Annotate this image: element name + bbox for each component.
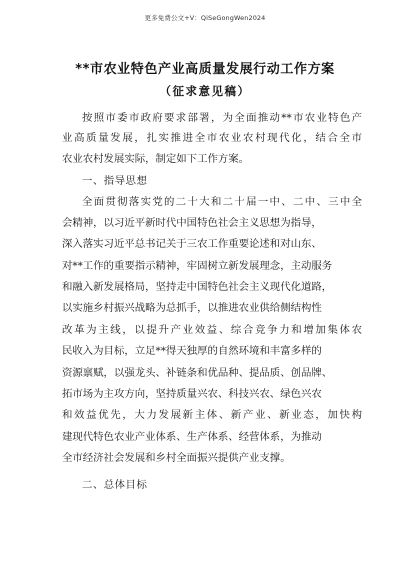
body-line: 改革为主线，以提升产业效益、综合竞争力和增加集体农 [62, 324, 362, 336]
body-line: 和效益优先，大力发展新主体、新产业、新业态，加快构 [62, 409, 362, 421]
body-line: 会精神，以习近平新时代中国特色社会主义思想为指导， [62, 217, 322, 229]
intro-line: 业高质量发展，扎实推进全市农业农村现代化，结合全市 [62, 132, 362, 144]
section-heading: 一、指导思想 [82, 175, 148, 187]
document-title: **市农业特色产业高质量发展行动工作方案 [75, 62, 335, 77]
body-line: 深入落实习近平总书记关于三农工作重要论述和对山东、 [62, 238, 322, 250]
intro-line: 农业农村发展实际，制定如下工作方案。 [62, 153, 250, 165]
body-line: 拓市场为主攻方向，坚持质量兴农、科技兴农、绿色兴农 [62, 388, 322, 400]
body-line: 资源禀赋，以强龙头、补链条和优品种、提品质、创品牌、 [62, 367, 333, 379]
body-line: 全市经济社会发展和乡村全面振兴提供产业支撑。 [62, 452, 291, 464]
body-line: 和融入新发展格局，坚持走中国特色社会主义现代化道路， [62, 281, 333, 293]
section-heading: 二、总体目标 [82, 479, 148, 491]
body-line: 建现代特色农业产业体系、生产体系、经营体系，为推动 [62, 431, 322, 443]
body-line: 以实施乡村振兴战略为总抓手，以推进农业供给侧结构性 [62, 302, 322, 314]
body-line: 民收入为目标，立足**得天独厚的自然环境和丰富多样的 [62, 345, 322, 357]
body-line: 全面贯彻落实党的二十大和二十届一中、二中、三中全 [82, 196, 362, 208]
intro-line: 按照市委市政府要求部署，为全面推动**市农业特色产 [82, 112, 362, 124]
body-line: 对**工作的重要指示精神，牢固树立新发展理念，主动服务 [62, 260, 333, 272]
document-subtitle: （征求意见稿） [159, 84, 251, 98]
header-note: 更多免费公文+V：QiSeGongWen2024 [144, 14, 266, 22]
